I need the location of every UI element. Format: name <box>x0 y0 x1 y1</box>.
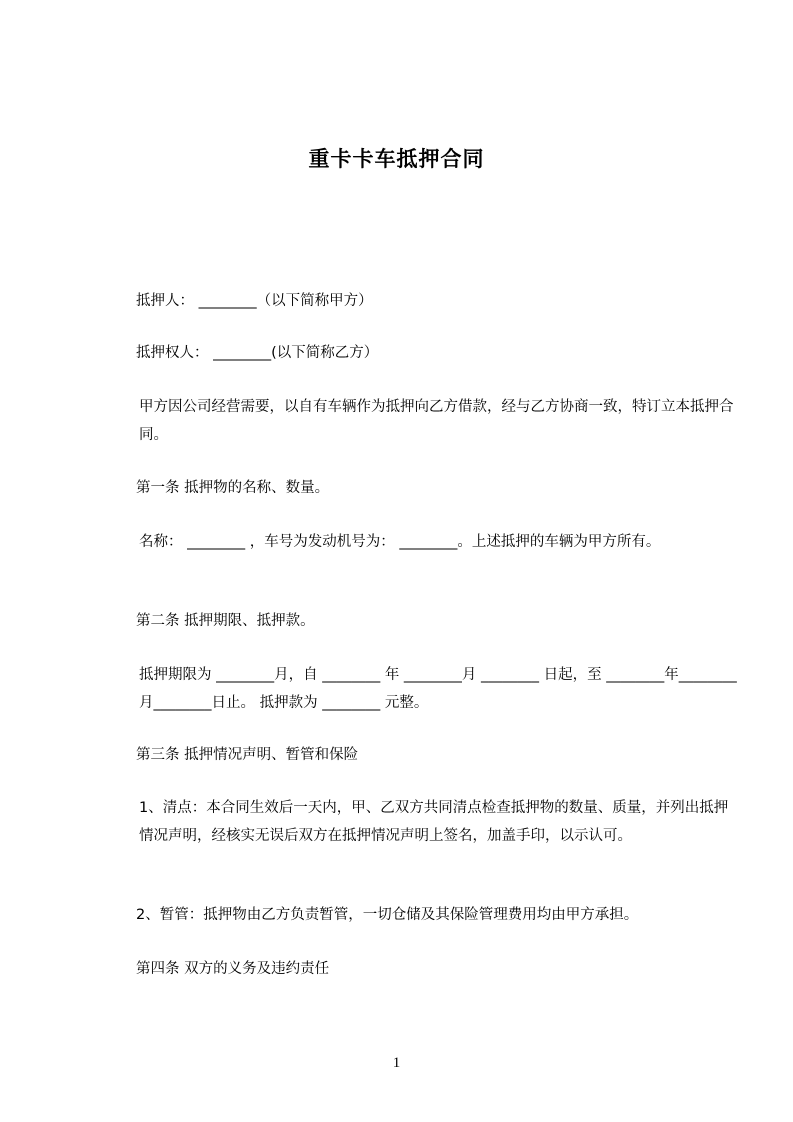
article-1-content: 名称： ________ ，车号为发动机号为： ________。上述抵押的车辆为甲方所有。 <box>139 534 661 550</box>
article-4-heading: 第四条 双方的义务及违约责任 <box>136 961 330 977</box>
mortgagor-line: 抵押人： ________（以下简称甲方） <box>136 293 373 309</box>
article-3-heading: 第三条 抵押情况声明、暂管和保险 <box>136 747 359 763</box>
article-3-clause-1: 1、清点：本合同生效后一天内，甲、乙双方共同清点检查抵押物的数量、质量，并列出抵押情况声明，经核实无误后双方在抵押情况声明上签名，加盖手印，以示认可。 <box>139 800 729 844</box>
article-2-heading: 第二条 抵押期限、抵押款。 <box>136 613 315 629</box>
page-number: 1 <box>392 1055 401 1071</box>
mortgagee-line: 抵押权人： ________(以下简称乙方） <box>136 345 379 361</box>
article-3-clause-2: 2、暂管：抵押物由乙方负责暂管，一切仓储及其保险管理费用均由甲方承担。 <box>136 907 639 923</box>
article-1-heading: 第一条 抵押物的名称、数量。 <box>136 480 330 496</box>
document-title: 重卡卡车抵押合同 <box>308 147 485 171</box>
preamble-paragraph: 甲方因公司经营需要，以自有车辆作为抵押向乙方借款，经与乙方协商一致，特订立本抵押合同。 <box>139 399 734 443</box>
article-2-content: 抵押期限为 ________月，自 ________ 年 ________月 ________ 日起，至 ________年________月________日止。 抵押款为 ________ 元整。 <box>139 667 737 711</box>
